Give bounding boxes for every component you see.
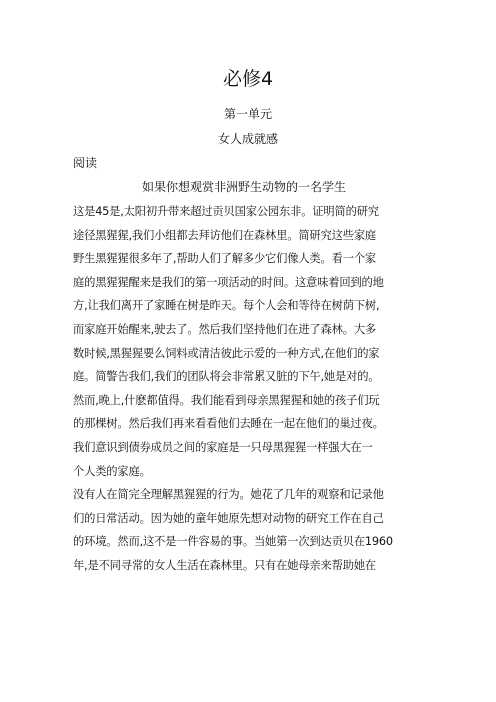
body-line: 这是45是,太阳初升带来超过贡贝国家公园东非。证明简的研究 [73, 205, 379, 218]
article-title: 如果你想观赏非洲野生动物的一名学生 [142, 180, 347, 194]
body-line: 而家庭开始醒来,驶去了。然后我们坚持他们在进了森林。大多 [73, 322, 377, 336]
body-line: 们的日常活动。因为她的童年她原先想对动物的研究工作在自己 [73, 511, 384, 525]
body-line: 个人类的家庭。 [73, 464, 151, 478]
body-line: 庭的黑猩猩醒来是我们的第一项活动的时间。这意味着回到的地 [73, 275, 384, 289]
body-line: 数时候,黑猩猩要么饲料或清洁彼此示爱的一种方式,在他们的家 [73, 346, 380, 360]
body-line: 庭。简警告我们,我们的团队将会非常累又脏的下午,她是对的。 [73, 370, 380, 384]
body-line: 的那棵树。然后我们再来看看他们去睡在一起在他们的巢过夜。 [73, 417, 384, 431]
body-line: 途径黑猩猩,我们小组都去拜访他们在森林里。简研究这些家庭 [73, 228, 377, 242]
body-line: 我们意识到债券成员之间的家庭是一只母黑猩猩一样强大在一 [73, 440, 373, 454]
document-title: 必修4 [222, 68, 274, 90]
body-line: 没有人在简完全理解黑猩猩的行为。她花了几年的观察和记录他 [73, 488, 384, 502]
body-line: 年,是不同寻常的女人生活在森林里。只有在她母亲来帮助她在 [73, 558, 377, 572]
article-body [73, 200, 425, 578]
section-label: 阅读 [73, 156, 98, 170]
body-line: 方,让我们离开了家睡在树是昨天。每个人会和等待在树荫下树, [73, 299, 380, 313]
unit-heading: 第一单元 [223, 107, 272, 121]
body-line: 的环境。然而,这不是一件容易的事。当她第一次到达贡贝在1960 [73, 535, 393, 549]
unit-subtitle: 女人成就感 [217, 132, 278, 146]
body-line: 然而,晚上,什麽都值得。我们能看到母亲黑猩猩和她的孩子们玩 [73, 393, 380, 407]
body-line: 野生黑猩猩很多年了,帮助人们了解多少它们像人类。看一个家 [73, 252, 377, 266]
